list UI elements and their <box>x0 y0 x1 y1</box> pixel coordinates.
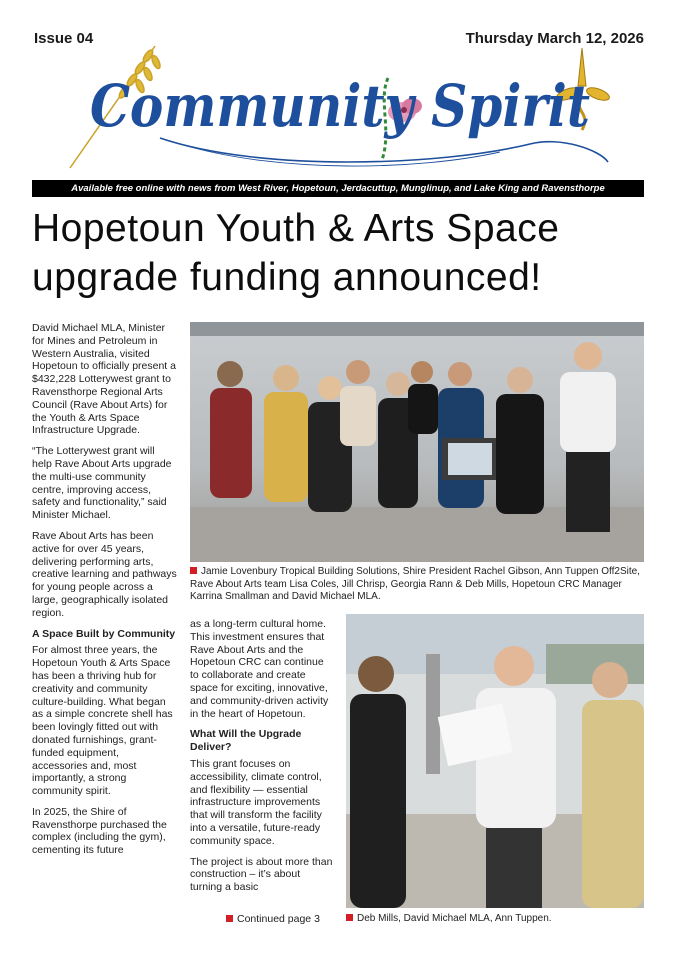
article-column-1 <box>32 322 177 865</box>
continued-link[interactable] <box>226 913 320 925</box>
article-column-2 <box>190 618 333 902</box>
caption-marker-icon <box>346 914 353 921</box>
paragraph: For almost three years, the Hopetoun Youth & Arts Space has been a thriving hub for creativity and community culture-building. What began as a simple concrete shell has been lovingly fitted out with donated furnishings, grant-funded equipment, accessories and, most importantly, a strong community spirit. <box>32 644 173 798</box>
photo-caption <box>346 913 646 926</box>
presentation-photo <box>346 614 644 908</box>
paragraph: This grant focuses on accessibility, climate control, and flexibility — essential infrastructure improvements that will transform the facility into a versatile, future-ready community space. <box>190 757 322 847</box>
continued-text: Continued page 3 <box>237 913 320 925</box>
masthead-logo <box>60 40 620 175</box>
issue-date: Thursday March 12, 2026 <box>465 30 644 47</box>
group-photo <box>190 322 644 562</box>
masthead-title: Community Spirit <box>90 72 591 140</box>
continued-marker-icon <box>226 915 233 922</box>
paragraph: Rave About Arts has been active for over 45 years, delivering performing arts, creative learning and pathways for young people across a large, geographically isolated region. <box>32 529 177 619</box>
coverage-banner: Available free online with news from West River, Hopetoun, Jerdacuttup, Munglinup, and Lake King and Ravensthorpe <box>32 180 644 197</box>
photo-caption <box>190 566 646 604</box>
paragraph: David Michael MLA, Minister for Mines and Petroleum in Western Australia, visited Hopetoun to officially present a $432,228 Lotterywest grant to Ravensthorpe Regional Arts Council (Rave About Arts) for the Youth & Arts Space Infrastructure Upgrade. <box>32 322 176 437</box>
caption-text: Deb Mills, David Michael MLA, Ann Tuppen. <box>357 913 552 924</box>
headline: Hopetoun Youth & Arts Space upgrade funding announced! <box>32 207 560 299</box>
paragraph: “The Lotterywest grant will help Rave About Arts upgrade the multi-use community centre, improving access, safety and functionality,” said Minister Michael. <box>32 445 172 522</box>
caption-text: Jamie Lovenbury Tropical Building Solutions, Shire President Rachel Gibson, Ann Tuppen Off2Site, Rave About Arts team Lisa Coles, Jill Chrisp, Georgia Rann & Deb Mills, Hopetoun CRC Manager Karrina Smallman and David Michael MLA. <box>190 566 640 602</box>
paragraph: The project is about more than construction – it’s about turning a basic <box>190 855 333 894</box>
subheading: A Space Built by Community <box>32 627 176 640</box>
issue-number: Issue 04 <box>34 30 94 47</box>
caption-marker-icon <box>190 567 197 574</box>
paragraph: as a long-term cultural home. This investment ensures that Rave About Arts and the Hopetoun CRC can continue to collaborate and create space for exciting, innovative, and community-driven activity in the heart of Hopetoun. <box>190 618 329 720</box>
paragraph: In 2025, the Shire of Ravensthorpe purchased the complex (including the gym), cementing its future <box>32 805 167 857</box>
subheading: What Will the Upgrade Deliver? <box>190 728 302 754</box>
